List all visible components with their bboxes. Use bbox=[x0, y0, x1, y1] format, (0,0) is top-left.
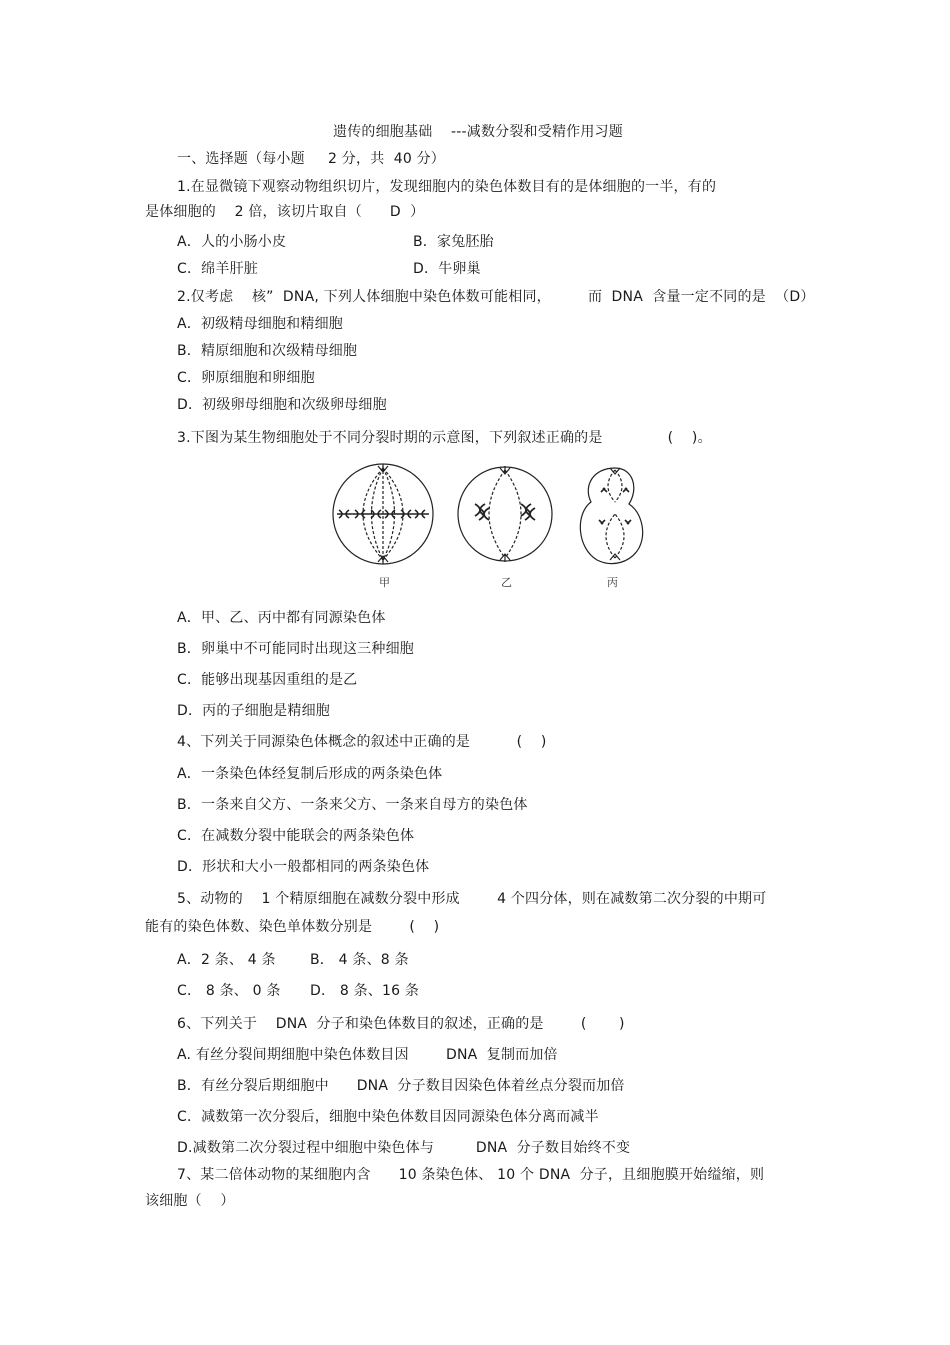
q4-option-b: B．一条来自父方、一条来父方、一条来自母方的染色体 bbox=[177, 797, 528, 813]
q1-option-b: B．家兔胚胎 bbox=[413, 234, 494, 250]
q6-option-c: C．减数第一次分裂后，细胞中染色体数目因同源染色体分离而减半 bbox=[177, 1109, 599, 1125]
q7-stem-line-1: 7、某二倍体动物的某细胞内含 10 条染色体、 10 个 DNA 分子，且细胞膜开始缢缩，则 bbox=[177, 1167, 765, 1183]
q1-option-c: C．绵羊肝脏 bbox=[177, 261, 258, 277]
q4-option-a: A．一条染色体经复制后形成的两条染色体 bbox=[177, 766, 443, 782]
q3-stem: 3.下图为某生物细胞处于不同分裂时期的示意图，下列叙述正确的是 ( )。 bbox=[177, 430, 712, 446]
q4-option-d: D．形状和大小一般都相同的两条染色体 bbox=[177, 859, 430, 875]
q5-stem-line-1: 5、动物的 1 个精原细胞在减数分裂中形成 4 个四分体，则在减数第二次分裂的中期可 bbox=[177, 891, 767, 907]
section-heading: 一、选择题（每小题 2 分，共 40 分） bbox=[177, 151, 445, 167]
q6-option-a: A. 有丝分裂间期细胞中染色体数目因 DNA 复制而加倍 bbox=[177, 1047, 558, 1063]
figure-label-bing: 丙 bbox=[607, 576, 618, 589]
q5-option-c: C． 8 条、 0 条 bbox=[177, 983, 281, 999]
q4-stem: 4、下列关于同源染色体概念的叙述中正确的是 ( ) bbox=[177, 734, 547, 750]
q2-option-b: B．精原细胞和次级精母细胞 bbox=[177, 343, 358, 359]
figure-label-jia: 甲 bbox=[379, 576, 390, 589]
cell-bing bbox=[580, 468, 642, 564]
q6-option-d: D.减数第二次分裂过程中细胞中染色体与 DNA 分子数目始终不变 bbox=[177, 1140, 631, 1156]
q5-stem-line-2: 能有的染色体数、染色单体数分别是 ( ) bbox=[145, 919, 440, 935]
q5-option-d: D． 8 条、16 条 bbox=[310, 983, 420, 999]
cell-yi bbox=[458, 466, 552, 562]
cell-division-figure bbox=[325, 458, 655, 593]
q3-option-c: C．能够出现基因重组的是乙 bbox=[177, 672, 358, 688]
q7-stem-line-2: 该细胞（ ） bbox=[145, 1193, 235, 1209]
q3-option-a: A．甲、乙、丙中都有同源染色体 bbox=[177, 610, 386, 626]
q2-option-a: A．初级精母细胞和精细胞 bbox=[177, 316, 343, 332]
q1-stem-line-2: 是体细胞的 2 倍，该切片取自（ D ） bbox=[145, 204, 425, 220]
q6-option-b: B．有丝分裂后期细胞中 DNA 分子数目因染色体着丝点分裂而加倍 bbox=[177, 1078, 625, 1094]
q3-option-b: B．卵巢中不可能同时出现这三种细胞 bbox=[177, 641, 415, 657]
figure-label-yi: 乙 bbox=[501, 576, 512, 589]
q2-stem: 2.仅考虑 核” DNA, 下列人体细胞中染色体数可能相同， 而 DNA 含量一定不同的是 （D） bbox=[177, 289, 815, 305]
q5-option-a: A．2 条、 4 条 bbox=[177, 952, 276, 968]
q1-option-d: D．牛卵巢 bbox=[413, 261, 481, 277]
q4-option-c: C．在减数分裂中能联会的两条染色体 bbox=[177, 828, 415, 844]
q1-stem-line-1: 1.在显微镜下观察动物组织切片，发现细胞内的染色体数目有的是体细胞的一半，有的 bbox=[177, 179, 717, 195]
q5-option-b: B． 4 条、8 条 bbox=[310, 952, 409, 968]
cell-jia bbox=[333, 464, 433, 564]
q1-option-a: A．人的小肠小皮 bbox=[177, 234, 287, 250]
q3-option-d: D．丙的子细胞是精细胞 bbox=[177, 703, 330, 719]
q2-option-d: D．初级卵母细胞和次级卵母细胞 bbox=[177, 397, 387, 413]
page-title: 遗传的细胞基础 ---减数分裂和受精作用习题 bbox=[333, 124, 623, 140]
q2-option-c: C．卵原细胞和卵细胞 bbox=[177, 370, 315, 386]
q6-stem: 6、下列关于 DNA 分子和染色体数目的叙述，正确的是 ( ) bbox=[177, 1016, 625, 1032]
